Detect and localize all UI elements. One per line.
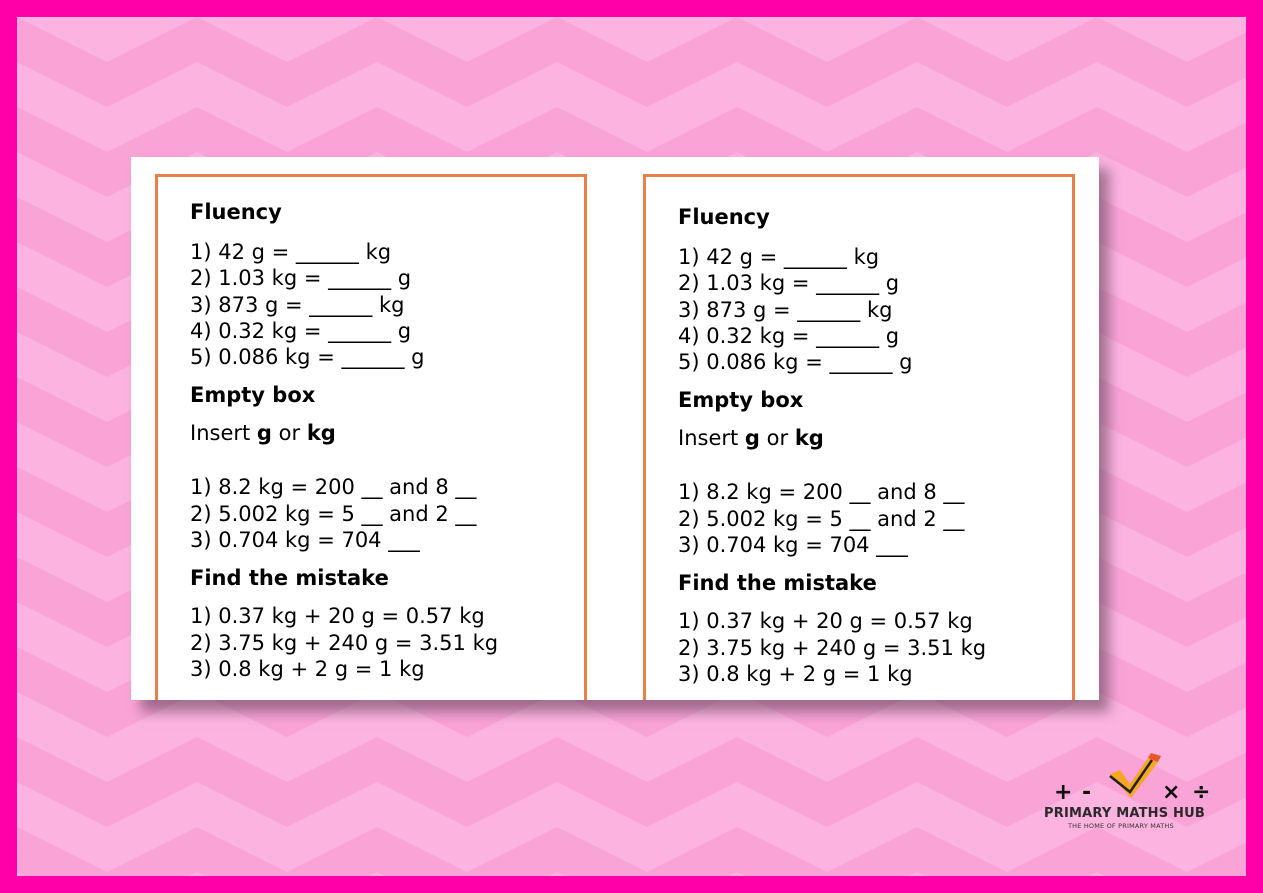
- worksheet-sheet: [131, 157, 1099, 700]
- fluency-heading: Fluency: [678, 205, 770, 229]
- mistake-question: 1) 0.37 kg + 20 g = 0.57 kg: [678, 609, 973, 634]
- fluency-question: 2) 1.03 kg = ______ g: [190, 266, 412, 291]
- divide-icon: ÷: [1192, 780, 1211, 805]
- checkmark-pencil-icon: [1110, 753, 1161, 798]
- find-mistake-heading: Find the mistake: [678, 571, 877, 596]
- mistake-question: 2) 3.75 kg + 240 g = 3.51 kg: [678, 635, 987, 660]
- mistake-question: 2) 3.75 kg + 240 g = 3.51 kg: [190, 630, 499, 655]
- mistake-question: 3) 0.8 kg + 2 g = 1 kg: [678, 661, 913, 686]
- fluency-question: 3) 873 g = ______ kg: [678, 297, 893, 322]
- worksheet-card-left: [155, 174, 587, 700]
- fluency-question: 2) 1.03 kg = ______ g: [678, 271, 900, 296]
- empty-box-question: 3) 0.704 kg = 704 ___: [190, 528, 420, 553]
- mistake-question: 1) 0.37 kg + 20 g = 0.57 kg: [190, 604, 485, 629]
- minus-icon: -: [1082, 780, 1092, 805]
- multiply-icon: ×: [1162, 780, 1181, 805]
- empty-box-instruction: Insert g or kg: [190, 421, 336, 446]
- fluency-question: 1) 42 g = ______ kg: [190, 240, 392, 264]
- empty-box-question: 2) 5.002 kg = 5 __ and 2 __: [190, 501, 477, 526]
- find-mistake-heading: Find the mistake: [190, 566, 389, 591]
- fluency-question: 5) 0.086 kg = ______ g: [190, 345, 425, 370]
- fluency-question: 1) 42 g = ______ kg: [678, 245, 880, 269]
- fluency-heading: Fluency: [190, 200, 282, 224]
- empty-box-heading: Empty box: [678, 388, 804, 413]
- mistake-question: 3) 0.8 kg + 2 g = 1 kg: [190, 656, 425, 681]
- fluency-question: 4) 0.32 kg = ______ g: [678, 323, 900, 348]
- fluency-question: 3) 873 g = ______ kg: [190, 292, 405, 317]
- logo-tagline: THE HOME OF PRIMARY MATHS: [1068, 822, 1174, 830]
- empty-box-heading: Empty box: [190, 383, 316, 408]
- empty-box-question: 3) 0.704 kg = 704 ___: [678, 533, 908, 558]
- worksheet-card-right: [643, 174, 1075, 700]
- fluency-question: 4) 0.32 kg = ______ g: [190, 318, 412, 343]
- empty-box-question: 1) 8.2 kg = 200 __ and 8 __: [678, 480, 965, 505]
- empty-box-question: 2) 5.002 kg = 5 __ and 2 __: [678, 506, 965, 531]
- plus-icon: +: [1054, 780, 1073, 805]
- logo-name: PRIMARY MATHS HUB: [1044, 806, 1205, 821]
- empty-box-question: 1) 8.2 kg = 200 __ and 8 __: [190, 475, 477, 500]
- empty-box-instruction: Insert g or kg: [678, 426, 824, 451]
- fluency-question: 5) 0.086 kg = ______ g: [678, 350, 913, 375]
